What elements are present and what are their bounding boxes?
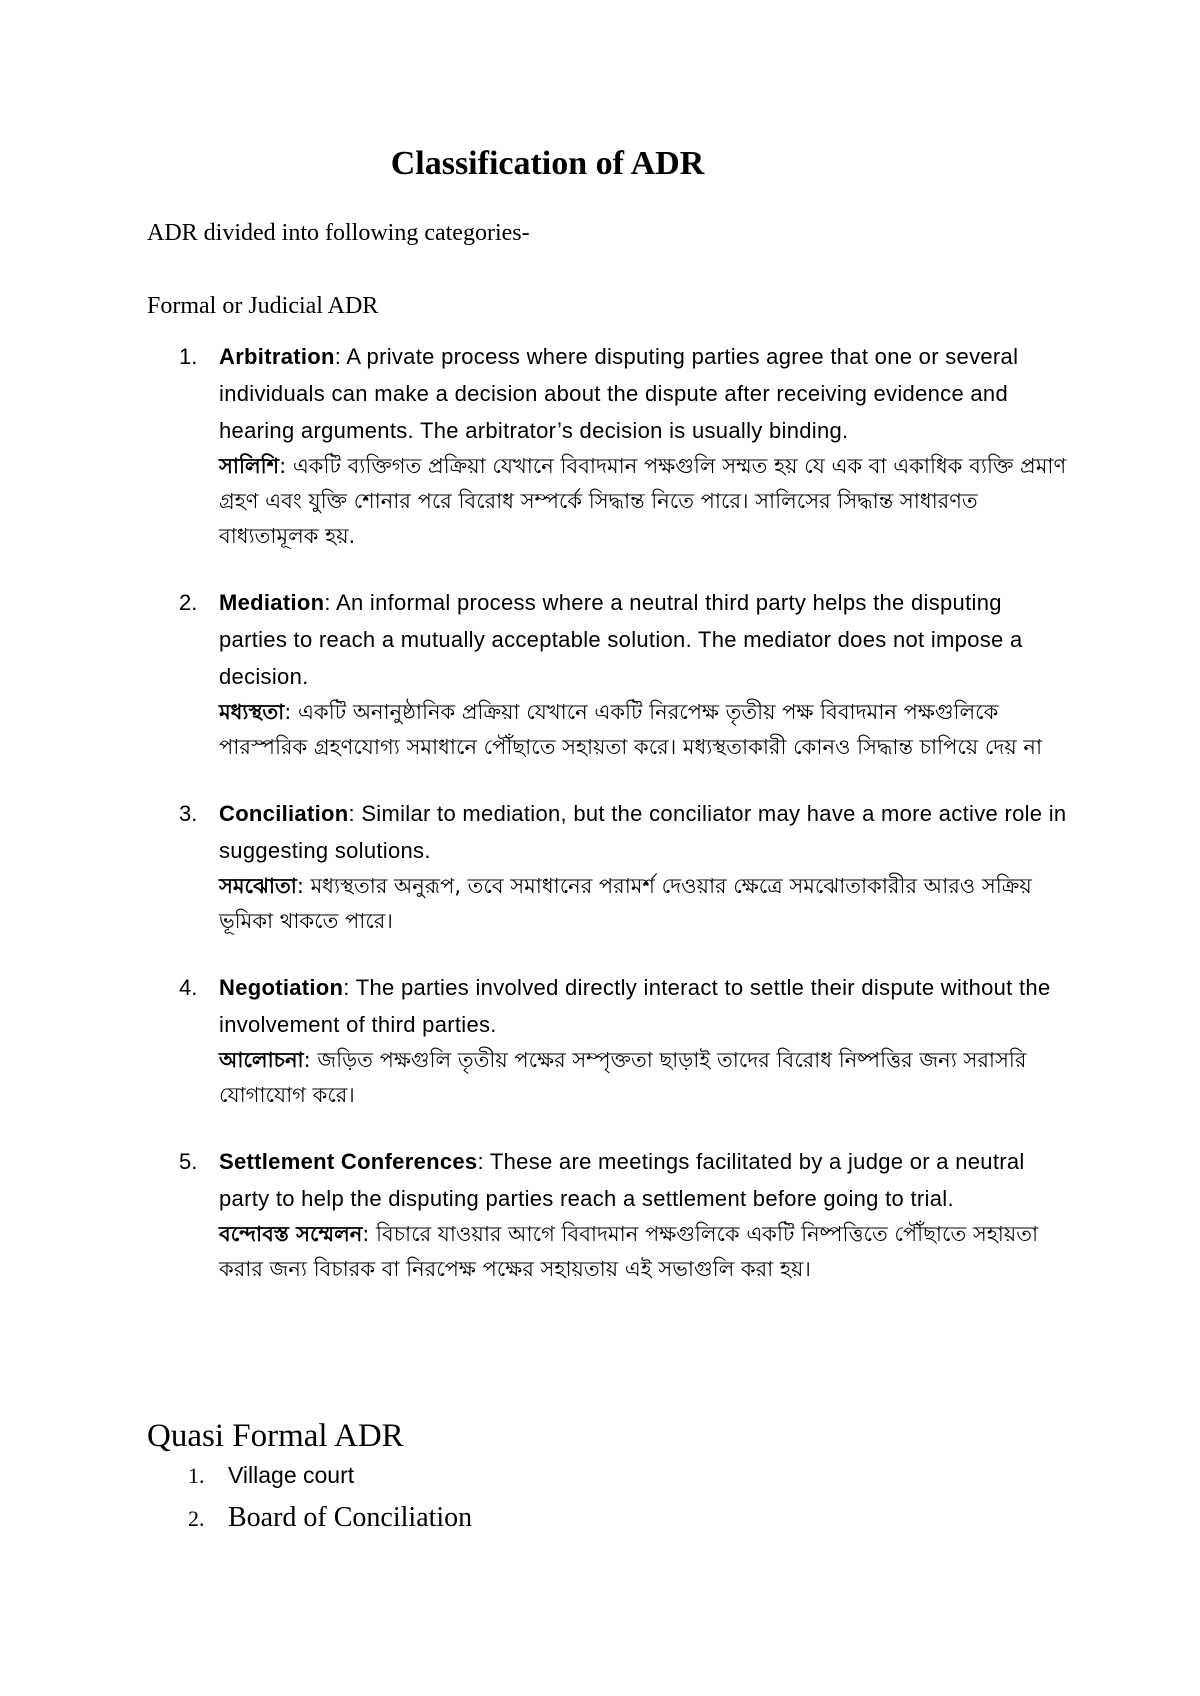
item-bn-term: মধ্যস্থতা <box>219 700 285 724</box>
item-bengali <box>219 1043 1075 1113</box>
item-definition: : Similar to mediation, but the conciliator may have a more active role in suggesting solutions. <box>219 801 1067 863</box>
item-bengali <box>219 695 1075 765</box>
item-bn-term: আলোচনা <box>219 1048 304 1072</box>
item-number: 5. <box>179 1149 198 1174</box>
item-definition: : A private process where disputing parties agree that one or several individuals can make a decision about the dispute after receiving evidence and hearing arguments. The arbitrator’s decision is usually binding. <box>219 344 1019 443</box>
item-bn-definition: : একটি অনানুষ্ঠানিক প্রক্রিয়া যেখানে একটি নিরপেক্ষ তৃতীয় পক্ষ বিবাদমান পক্ষগুলিকে পারস্পরিক গ্রহণযোগ্য সমাধানে পৌঁছাতে সহায়তা করে। মধ্যস্থতাকারী কোনও সিদ্ধান্ত চাপিয়ে দেয় না <box>219 700 1043 759</box>
item-number: 1. <box>179 344 198 369</box>
item-number: 2. <box>188 1506 205 1531</box>
item-bengali <box>219 449 1075 554</box>
list-item <box>188 1462 472 1502</box>
formal-adr-list <box>175 338 1075 1317</box>
list-item <box>175 584 1075 765</box>
page-title: Classification of ADR <box>390 145 705 182</box>
item-bengali <box>219 1217 1075 1287</box>
formal-adr-heading: Formal or Judicial ADR <box>147 293 379 319</box>
item-term: Settlement Conferences <box>219 1149 478 1174</box>
list-item <box>175 338 1075 554</box>
item-bn-term: সমঝোতা <box>219 874 297 898</box>
item-bn-definition: : বিচারে যাওয়ার আগে বিবাদমান পক্ষগুলিকে একটি নিষ্পত্তিতে পৌঁছাতে সহায়তা করার জন্য বিচারক বা নিরপেক্ষ পক্ষের সহায়তায় এই সভাগুলি করা হয়। <box>219 1222 1039 1281</box>
list-item <box>175 969 1075 1113</box>
item-english <box>219 1143 1075 1217</box>
item-number: 4. <box>179 975 198 1000</box>
item-definition: : An informal process where a neutral third party helps the disputing parties to reach a mutually acceptable solution. The mediator does not impose a decision. <box>219 590 1023 689</box>
intro-text: ADR divided into following categories- <box>147 220 530 246</box>
item-term: Conciliation <box>219 801 349 826</box>
item-english <box>219 795 1075 869</box>
item-definition: : The parties involved directly interact to settle their dispute without the involvement of third parties. <box>219 975 1051 1037</box>
quasi-formal-adr-list <box>188 1462 472 1542</box>
item-bn-term: বন্দোবস্ত সম্মেলন <box>219 1222 363 1246</box>
quasi-formal-adr-heading: Quasi Formal ADR <box>147 1418 404 1454</box>
list-item <box>175 1143 1075 1287</box>
item-bn-definition: : জড়িত পক্ষগুলি তৃতীয় পক্ষের সম্পৃক্ততা ছাড়াই তাদের বিরোধ নিষ্পত্তির জন্য সরাসরি যোগাযোগ করে। <box>219 1048 1027 1107</box>
item-definition: : These are meetings facilitated by a judge or a neutral party to help the disputing parties reach a settlement before going to trial. <box>219 1149 1025 1211</box>
list-item <box>175 795 1075 939</box>
item-bn-definition: : একটি ব্যক্তিগত প্রক্রিয়া যেখানে বিবাদমান পক্ষগুলি সম্মত হয় যে এক বা একাধিক ব্যক্তি প্রমাণ গ্রহণ এবং যুক্তি শোনার পরে বিরোধ সম্পর্কে সিদ্ধান্ত নিতে পারে। সালিসের সিদ্ধান্ত সাধারণত বাধ্যতামূলক হয়. <box>219 454 1067 548</box>
item-term: Negotiation <box>219 975 344 1000</box>
item-term: Mediation <box>219 590 325 615</box>
item-english <box>219 584 1075 695</box>
item-number: 2. <box>179 590 198 615</box>
item-english <box>219 338 1075 449</box>
item-english <box>219 969 1075 1043</box>
list-item <box>188 1502 472 1542</box>
item-label: Board of Conciliation <box>228 1502 473 1533</box>
item-label: Village court <box>228 1462 355 1488</box>
item-number: 1. <box>188 1463 205 1488</box>
item-bn-term: সালিশি <box>219 454 280 478</box>
item-bn-definition: : মধ্যস্থতার অনুরূপ, তবে সমাধানের পরামর্শ দেওয়ার ক্ষেত্রে সমঝোতাকারীর আরও সক্রিয় ভূমিকা থাকতে পারে। <box>219 874 1032 933</box>
item-term: Arbitration <box>219 344 335 369</box>
item-number: 3. <box>179 801 198 826</box>
item-bengali <box>219 869 1075 939</box>
